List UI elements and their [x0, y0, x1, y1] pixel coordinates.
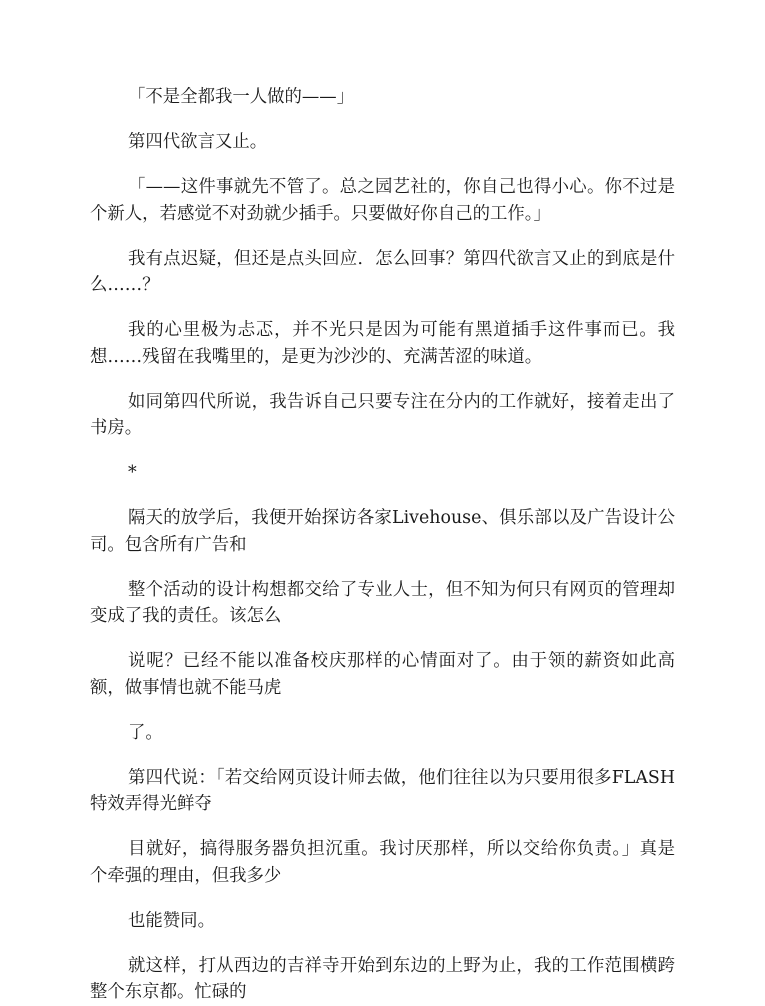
paragraph: 我有点迟疑，但还是点头回应．怎么回事？第四代欲言又止的到底是什么……？ — [90, 248, 675, 295]
paragraph: 也能赞同。 — [128, 910, 215, 931]
paragraph: 整个活动的设计构想都交给了专业人士，但不知为何只有网页的管理却变成了我的责任。该怎么 — [90, 579, 675, 626]
section-break: * — [128, 463, 137, 483]
paragraph: 我的心里极为忐忑，并不光只是因为可能有黑道插手这件事而已。我想……残留在我嘴里的，是更为沙沙的、充满苦涩的味道。 — [90, 320, 675, 367]
paragraph: 第四代欲言又止。 — [128, 132, 268, 152]
paragraph: 了。 — [128, 722, 163, 743]
paragraph: 就这样，打从西边的吉祥寺开始到东边的上野为止，我的工作范围横跨整个东京都。忙碌的 — [90, 955, 675, 1002]
paragraph: 目就好，搞得服务器负担沉重。我讨厌那样，所以交给你负责。」真是个牵强的理由，但我多少 — [90, 839, 675, 886]
paragraph: 第四代说：「若交给网页设计师去做，他们往往以为只要用很多FLASH特效弄得光鲜夺 — [90, 767, 675, 814]
paragraph: 隔天的放学后，我便开始探访各家Livehouse、俱乐部以及广告设计公司。包含所有广告和 — [90, 508, 675, 555]
document-page — [90, 84, 675, 1006]
paragraph: 「——这件事就先不管了。总之园艺社的，你自己也得小心。你不过是个新人，若感觉不对劲就少插手。只要做好你自己的工作。」 — [90, 177, 675, 224]
paragraph: 说呢？已经不能以准备校庆那样的心情面对了。由于领的薪资如此高额，做事情也就不能马虎 — [90, 651, 675, 698]
paragraph: 如同第四代所说，我告诉自己只要专注在分内的工作就好，接着走出了书房。 — [90, 391, 675, 438]
paragraph: 「不是全都我一人做的——」 — [128, 87, 355, 107]
